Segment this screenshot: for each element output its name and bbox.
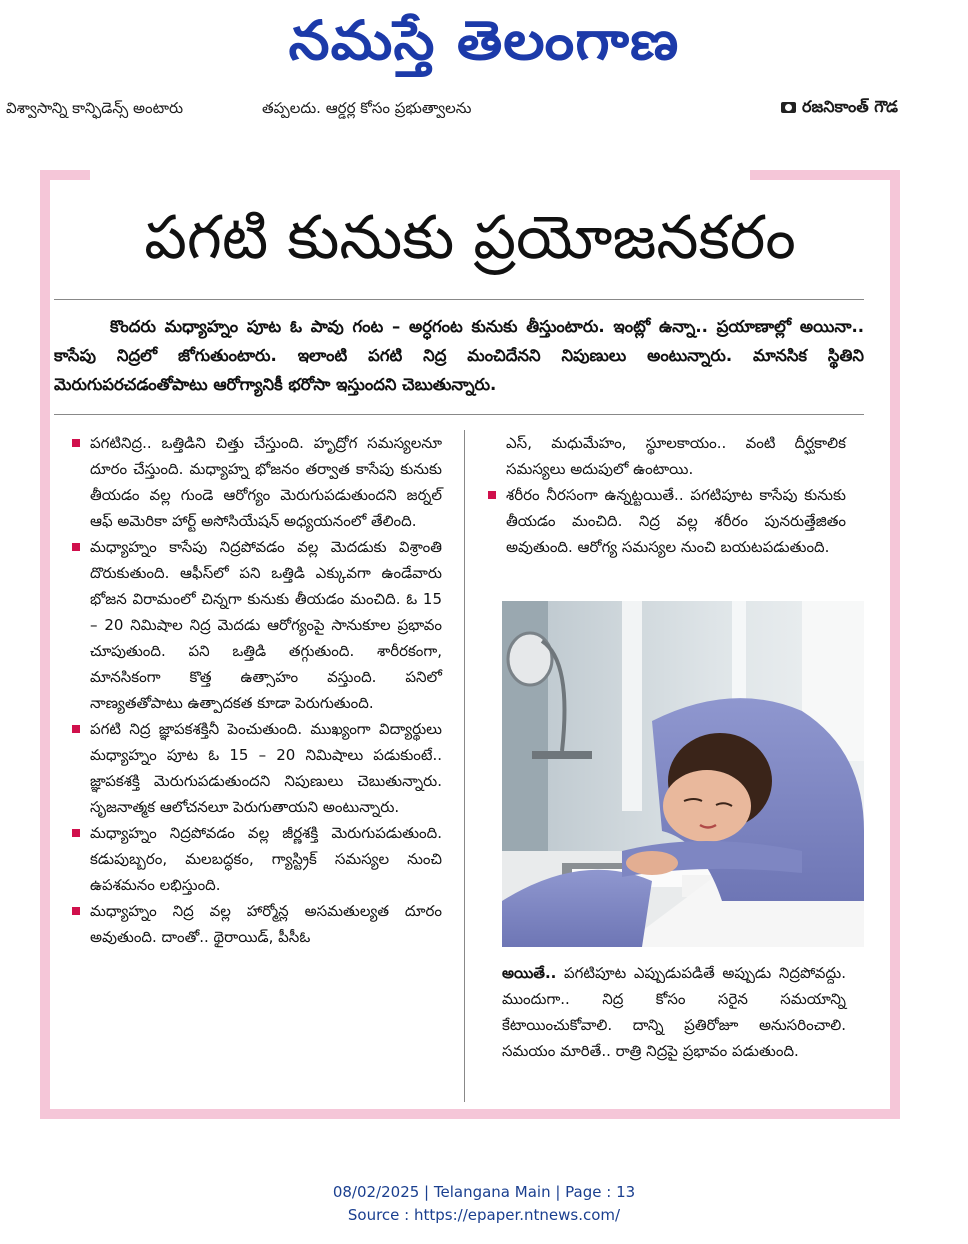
left-column (70, 430, 442, 950)
closing-lead: అయితే.. (502, 964, 557, 982)
right-column (486, 430, 846, 560)
topline-middle-fragment: తప్పలదు. ఆర్డర్ల కోసం ప్రభుత్వాలను (262, 99, 472, 117)
intro-rule (54, 414, 864, 415)
headline-rule (54, 299, 864, 300)
bullet-text: పగటి నిద్ర జ్ఞాపకశక్తినీ పెంచుతుంది. ముఖ్యంగా విద్యార్థులు మధ్యాహ్నం పూట ఓ 15 – 20 నిమిషాలు పడుకుంటే.. జ్ఞాపకశక్తి మెరుగుపడుతుందని నిపుణులు చెబుతున్నారు. సృజనాత్మక ఆలోచనలూ పెరుగుతాయని అంటున్నారు. (90, 720, 442, 816)
bullet-square-icon (72, 907, 80, 915)
photo-credit (781, 97, 898, 120)
bullet-square-icon (72, 725, 80, 733)
masthead-title: నమస్తే తెలంగాణ (288, 9, 680, 72)
closing-paragraph (502, 960, 846, 1064)
sleeping-woman-illustration (502, 601, 864, 947)
bullet-text: మధ్యాహ్నం నిద్రపోవడం వల్ల జీర్ణశక్తి మెరుగుపడుతుంది. కడుపుబ్బరం, మలబద్ధకం, గ్యాస్ట్రిక్ సమస్యల నుంచి ఉపశమనం లభిస్తుంది. (90, 824, 442, 894)
intro-paragraph: కొందరు మధ్యాహ్నం పూట ఓ పావు గంట – అర్ధగంట కునుకు తీస్తుంటారు. ఇంట్లో ఉన్నా.. ప్రయాణాల్లో అయినా.. కాసేపు నిద్రలో జోగుతుంటారు. ఇలాంటి పగటి నిద్ర మంచిదేనని నిపుణులు అంటున్నారు. మానసిక స్థితిని మెరుగుపరచడంతోపాటు ఆరోగ్యానికీ భరోసా ఇస్తుందని చెబుతున్నారు. (54, 317, 864, 394)
bullet-item (70, 534, 442, 716)
camera-icon (781, 102, 796, 113)
bullet-item (486, 482, 846, 560)
bullet-square-icon (72, 439, 80, 447)
bullet-square-icon (488, 491, 496, 499)
column-divider (464, 430, 465, 1102)
frame-top-gap (90, 170, 750, 180)
bullet-square-icon (72, 829, 80, 837)
article-photo (502, 601, 864, 947)
bullet-text: మధ్యాహ్నం కాసేపు నిద్రపోవడం వల్ల మెదడుకు విశ్రాంతి దొరుకుతుంది. ఆఫీస్‌లో పని ఒత్తిడి ఎక్కువగా ఉండేవారు భోజన విరామంలో చిన్నగా కునుకు తీయడం మంచిది. ఓ 15 – 20 నిమిషాల నిద్ర మెదడు ఆరోగ్యంపై సానుకూల ప్రభావం చూపుతుంది. పని ఒత్తిడి తగ్గుతుంది. శారీరకంగా, మానసికంగా కొత్త ఉత్సాహం వస్తుంది. పనిలో నాణ్యతతోపాటు ఉత్పాదకత కూడా పెరుగుతుంది. (90, 538, 442, 712)
bullet-item (70, 716, 442, 820)
continued-text: ఎస్, మధుమేహం, స్థూలకాయం.. వంటి దీర్ఘకాలిక సమస్యలు అదుపులో ఉంటాయి. (506, 434, 846, 478)
article-intro (54, 312, 864, 399)
bullet-square-icon (72, 543, 80, 551)
bullet-item (70, 430, 442, 534)
bullet-text: పగటినిద్ర.. ఒత్తిడిని చిత్తు చేస్తుంది. హృద్రోగ సమస్యలనూ దూరం చేస్తుంది. మధ్యాహ్న భోజనం తర్వాత కాసేపు కునుకు తీయడం వల్ల గుండె ఆరోగ్యం మెరుగుపడుతుందని జర్నల్ ఆఫ్ అమెరికా హార్ట్ అసోసియేషన్ అధ్యయనంలో తేలింది. (90, 434, 442, 530)
photo-credit-name: రజనికాంత్ గౌడ (802, 97, 898, 116)
closing-text: పగటిపూట ఎప్పుడుపడితే అప్పుడు నిద్రపోవద్దు. ముందుగా.. నిద్ర కోసం సరైన సమయాన్ని కేటాయించుకోవాలి. దాన్ని ప్రతిరోజూ అనుసరించాలి. సమయం మారితే.. రాత్రి నిద్రపై ప్రభావం పడుతుంది. (502, 964, 846, 1060)
bullet-item (70, 898, 442, 950)
footer-edition-info: 08/02/2025 | Telangana Main | Page : 13 (332, 1183, 636, 1201)
bullet-text: శరీరం నీరసంగా ఉన్నట్టయితే.. పగటిపూట కాసేపు కునుకు తీయడం మంచిది. నిద్ర వల్ల శరీరం పునరుత్తేజితం అవుతుంది. ఆరోగ్య సమస్యల నుంచి బయటపడుతుంది. (506, 486, 846, 556)
article-headline: పగటి కునుకు ప్రయోజనకరం (144, 203, 796, 273)
bullet-text: మధ్యాహ్నం నిద్ర వల్ల హార్మోన్ల అసమతుల్యత దూరం అవుతుంది. దాంతో.. థైరాయిడ్, పీసీఓ (90, 902, 442, 946)
bullet-item (70, 820, 442, 898)
footer-source-link[interactable]: Source : https://epaper.ntnews.com/ (347, 1206, 621, 1224)
topline-left-fragment: విశ్వాసాన్ని కాన్ఫిడెన్స్ అంటారు (6, 99, 184, 117)
